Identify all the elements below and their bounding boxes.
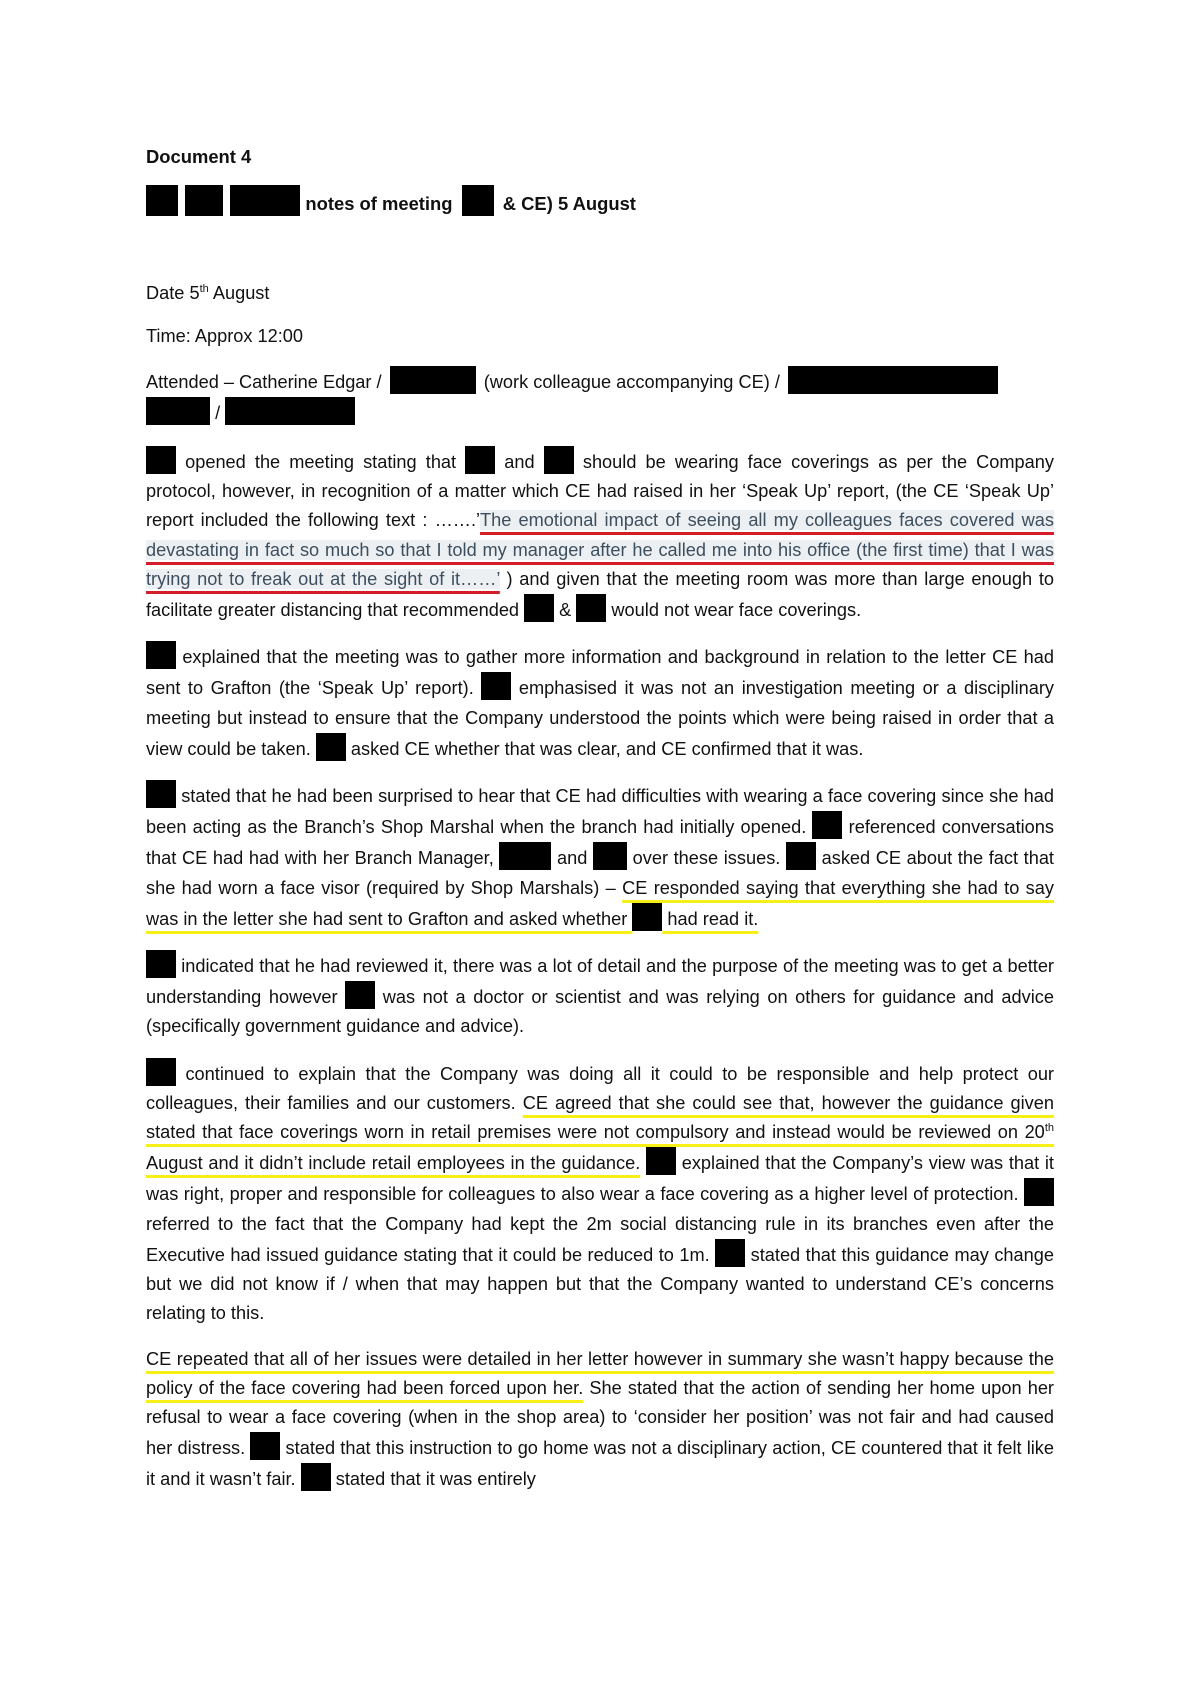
redaction-box [786,842,816,870]
redaction-box [812,811,842,839]
meeting-date: Date 5th August [146,283,270,304]
redaction-box [146,397,210,425]
paragraph-review: indicated that he had reviewed it, there was a lot of detail and the purpose of the meeting was to get a better understanding however was not a doctor or scientist and was relying on others for guidance and advice (specifically government guidance and advice). [146,950,1054,1042]
document-page [146,142,1054,1511]
redaction-box [316,733,346,761]
redaction-box [462,185,494,216]
highlighted-text: CE agreed that she could see that, however the guidance given stated that face coverings worn in retail premises were not compulsory and instead would be reviewed on 20th August and it didn’t include retail employees in the guidance. [146,1092,1054,1174]
redaction-box [146,641,176,669]
title-text: notes of meeting [305,193,453,215]
redaction-box [146,185,178,216]
highlighted-text: CE responded saying that everything she had to say was in the letter she had sent to Grafton and asked whether [146,877,1054,929]
meeting-attendees: Attended – Catherine Edgar / (work colleague accompanying CE) / / [146,366,1054,428]
paragraph-shop-marshal: stated that he had been surprised to hear that CE had difficulties with wearing a face covering since she had been acting as the Branch’s Shop Marshal when the branch had initially opened. referenced conversations that CE had had with her Branch Manager, and over these issues. asked CE about the fact that she had worn a face visor (required by Shop Marshals) – CE responded saying that everything she had to say was in the letter she had sent to Grafton and asked whether had read it. [146,780,1054,934]
redaction-box [390,366,476,394]
paragraph-guidance: continued to explain that the Company was doing all it could to be responsible and help protect our colleagues, their families and our customers. CE agreed that she could see that, however the guidance given stated that face coverings worn in retail premises were not compulsory and instead would be reviewed on 20th August and it didn’t include retail employees in the guidance. explained that the Company’s view was that it was right, proper and responsible for colleagues to also wear a face covering as a higher level of protection. referred to the fact that the Company had kept the 2m social distancing rule in its branches even after the Executive had issued guidance stating that it could be reduced to 1m. stated that this guidance may change but we did not know if / when that may happen but that the Company wanted to understand CE’s concerns relating to this. [146,1058,1054,1329]
redaction-box [524,594,554,622]
redaction-box [715,1239,745,1267]
redaction-box [544,446,574,474]
redaction-box [146,1058,176,1086]
redaction-box [225,397,355,425]
paragraph-opening: opened the meeting stating that and should be wearing face coverings as per the Company protocol, however, in recognition of a matter which CE had raised in her ‘Speak Up’ report, (the CE ‘Speak Up’ report included the following text : …….’The emotional impact of seeing all my colleagues faces covered was devastating in fact so much so that I told my manager after he called me into his office (the first time) that I was trying not to freak out at the sight of it……’ ) and given that the meeting room was more than large enough to facilitate greater distancing that recommended & would not wear face coverings. [146,446,1054,625]
redaction-box [146,780,176,808]
redaction-box [788,366,998,394]
redaction-box [481,672,511,700]
document-heading: Document 4 [146,146,252,167]
highlighted-text: CE repeated that all of her issues were detailed in her letter however in summary she wasn’t happy because the policy of the face covering had been forced upon her. [146,1348,1054,1398]
paragraph-summary: CE repeated that all of her issues were detailed in her letter however in summary she wasn’t happy because the policy of the face covering had been forced upon her. She stated that the action of sending her home upon her refusal to wear a face covering (when in the shop area) to ‘consider her position’ was not fair and had caused her distress. stated that this instruction to go home was not a disciplinary action, CE countered that it felt like it and it wasn’t fair. stated that it was entirely [146,1348,1055,1490]
redaction-box [465,446,495,474]
redaction-box [230,185,300,216]
redaction-box [1024,1178,1054,1206]
redaction-box [301,1463,331,1491]
title-tail: & CE) 5 August [502,193,636,215]
document-title [146,185,1054,219]
redaction-box [345,981,375,1009]
redaction-box [250,1432,280,1460]
redaction-box [499,842,551,870]
redaction-box [646,1147,676,1175]
redaction-box [632,903,662,931]
redaction-box [576,594,606,622]
paragraph-purpose: explained that the meeting was to gather more information and background in relation to the letter CE had sent to Grafton (the ‘Speak Up’ report). emphasised it was not an investigation meeting or a disciplinary meeting but instead to ensure that the Company understood the points which were being raised in order that a view could be taken. asked CE whether that was clear, and CE confirmed that it was. [146,641,1054,764]
redaction-box [593,842,627,870]
redaction-box [146,446,176,474]
meeting-time: Time: Approx 12:00 [146,326,304,347]
redaction-box [146,950,176,978]
redaction-box [185,185,223,216]
quoted-text: The emotional impact of seeing all my colleagues faces covered was devastating in fact so much so that I told my manager after he called me into his office (the first time) that I was trying not to freak out at the sight of it……’ [146,510,1054,589]
highlighted-text: had read it. [662,908,759,929]
